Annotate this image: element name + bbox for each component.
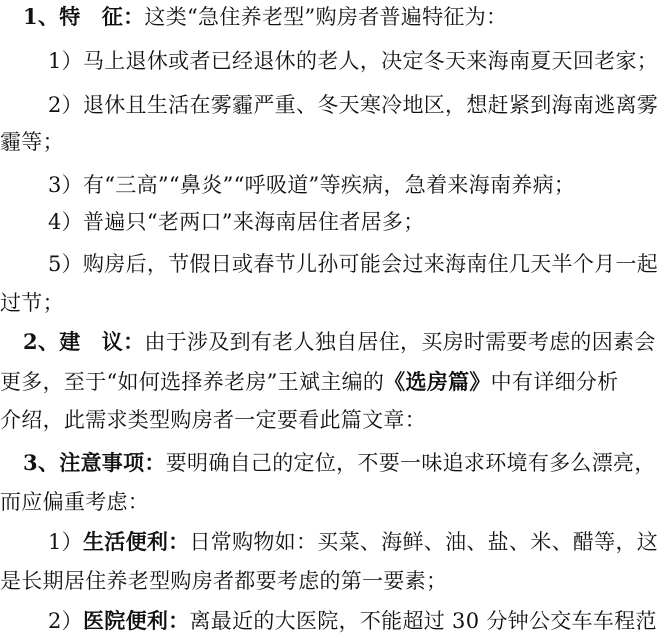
section1-item-4: 4）普遍只“老两口”来海南居住者居多； xyxy=(48,210,425,234)
section2-book-title: 《选房篇》 xyxy=(384,369,491,394)
section3-item-1-num: 1） xyxy=(48,530,83,554)
section3-item-1-text: 日常购物如：买菜、海鲜、油、盐、米、醋等，这 xyxy=(189,530,659,554)
section1-item-1: 1）马上退休或者已经退休的老人，决定冬天来海南夏天回老家； xyxy=(48,49,659,73)
section2-text-1: 由于涉及到有老人独自居住，买房时需要考虑的因素会 xyxy=(144,330,656,354)
section1-heading: 1、特 征： xyxy=(23,4,145,29)
section2-line-3: 介绍，此需求类型购房者一定要看此篇文章： xyxy=(0,408,426,432)
section3-item-2-text: 离最近的大医院，不能超过 30 分钟公交车车程范 xyxy=(189,609,657,633)
section2-line-2 xyxy=(0,367,660,397)
section3-line-1 xyxy=(0,448,660,478)
section3-line-2: 而应偏重考虑： xyxy=(0,490,150,514)
section3-item-2 xyxy=(0,606,660,636)
section3-item-1-label: 生活便利： xyxy=(82,529,190,554)
section1-item-3: 3）有“三高”“鼻炎”“呼吸道”等疾病，急着来海南养病； xyxy=(48,173,576,197)
section3-text-1: 要明确自己的定位，不要一味追求环境有多么漂亮， xyxy=(165,451,656,475)
section3-item-2-label: 医院便利： xyxy=(82,608,190,633)
section3-item-1-cont: 是长期居住养老型购房者都要考虑的第一要素； xyxy=(0,569,448,593)
section2-text-2-post: 中有详细分析 xyxy=(490,370,619,394)
section3-item-2-num: 2） xyxy=(48,609,83,633)
section1-item-2: 2）退休且生活在雾霾严重、冬天寒冷地区，想赶紧到海南逃离雾 xyxy=(48,93,659,117)
section2-line-1 xyxy=(0,327,660,357)
section1-item-5-cont: 过节； xyxy=(0,291,64,315)
section1-intro: 这类“急住养老型”购房者普遍特征为： xyxy=(144,5,508,29)
section3-item-1 xyxy=(0,527,660,557)
section1-item-5: 5）购房后，节假日或春节儿孙可能会过来海南住几天半个月一起 xyxy=(48,252,659,276)
section2-text-2-pre: 更多，至于“如何选择养老房”王斌主编的 xyxy=(0,370,385,394)
section1-heading-line xyxy=(0,2,660,32)
section2-heading: 2、建 议： xyxy=(23,329,145,354)
section1-item-2-cont: 霾等； xyxy=(0,130,64,154)
section3-heading: 3、注意事项： xyxy=(23,450,166,475)
